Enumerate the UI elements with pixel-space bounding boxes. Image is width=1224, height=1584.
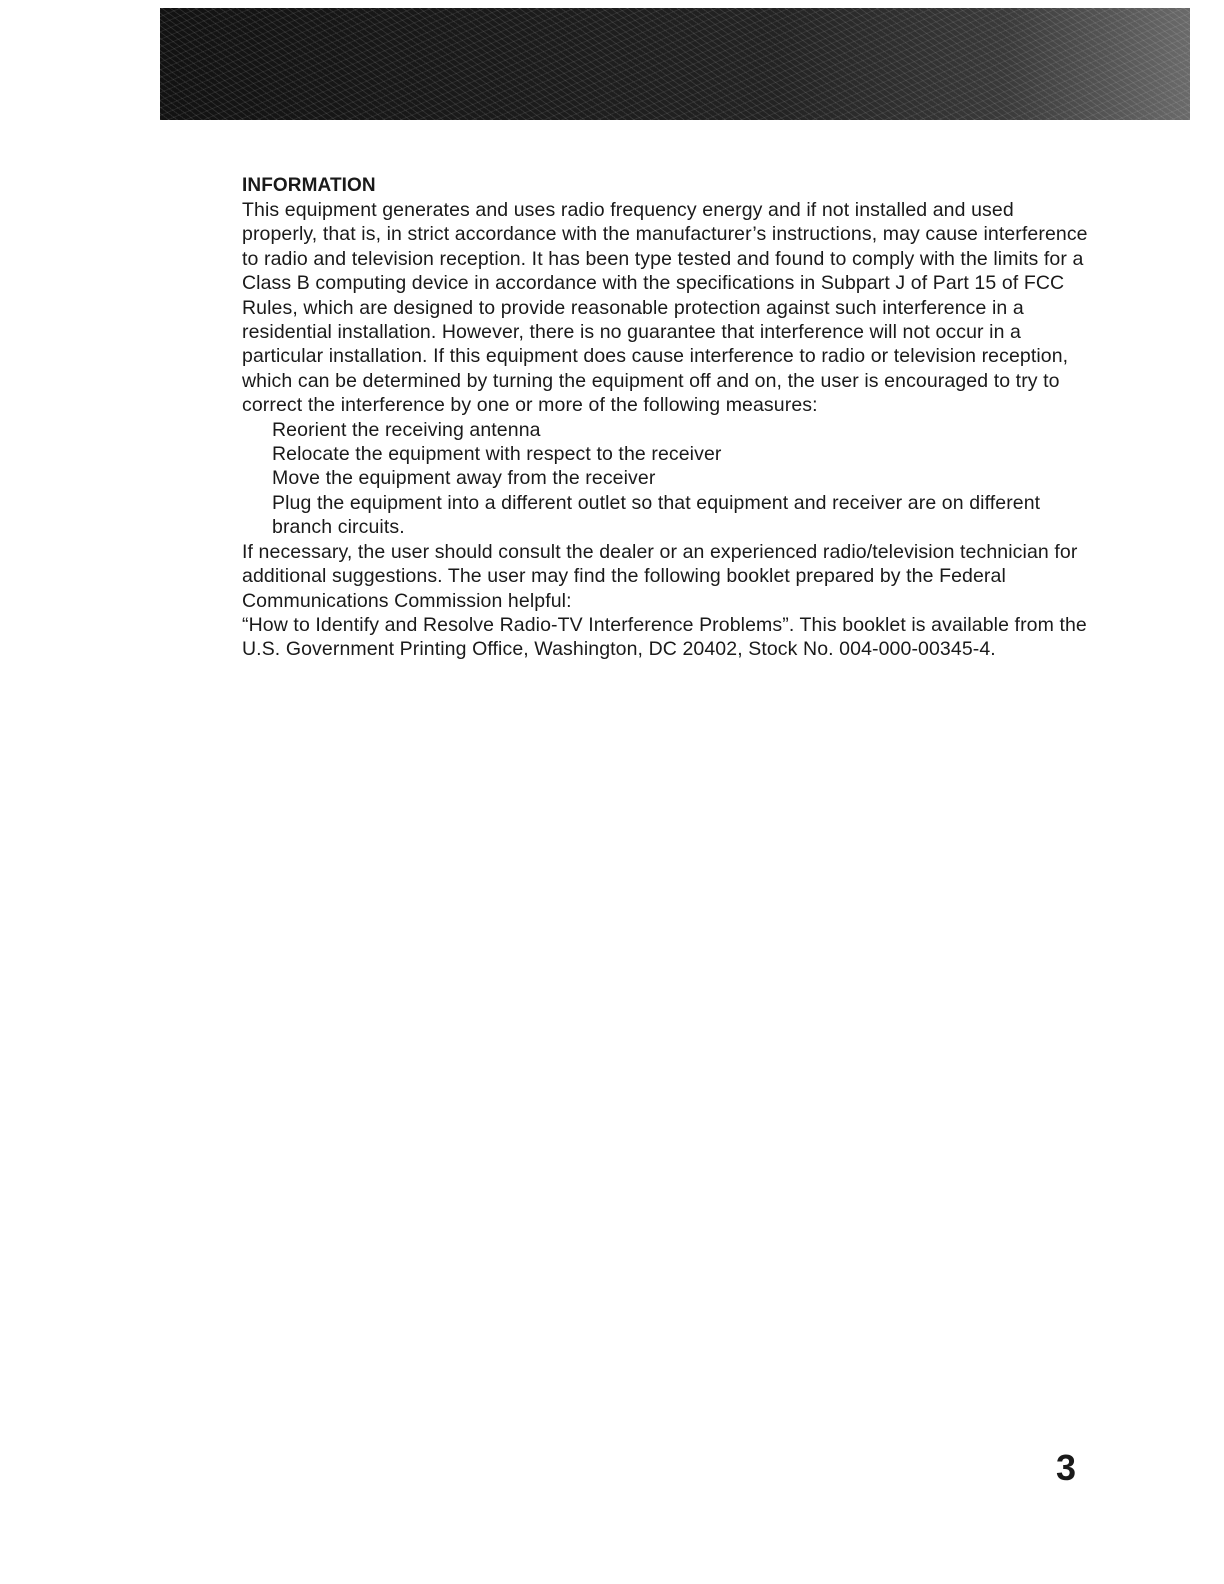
measure-item: Reorient the receiving antenna <box>272 418 541 441</box>
measure-item: Relocate the equipment with respect to the receiver <box>272 443 722 466</box>
information-section <box>242 174 1092 662</box>
page-number: 3 <box>1056 1447 1077 1488</box>
section-heading: INFORMATION <box>242 175 376 196</box>
fcc-notice-paragraph: This equipment generates and uses radio frequency energy and if not installed and used properly, that is, in strict accordance with the manufacturer’s instructions, may cause interference to radio and television reception. It has been type tested and found to comply with the limits for a Class B computing device in accordance with the specifications in Subpart J of Part 15 of FCC Rules, which are designed to provide reasonable protection against such interference in a residential installation. However, there is no guarantee that interference will not occur in a particular installation. If this equipment does cause interference to radio or television reception, which can be determined by turning the equipment off and on, the user is encouraged to try to correct the interference by one or more of the following measures: <box>242 199 1088 417</box>
measure-item: Plug the equipment into a different outlet so that equipment and receiver are on different branch circuits. <box>272 491 1041 539</box>
measures-list <box>242 418 1092 540</box>
header-band <box>160 8 1190 120</box>
booklet-paragraph: “How to Identify and Resolve Radio-TV Interference Problems”. This booklet is available from the U.S. Government Printing Office, Washington, DC 20402, Stock No. 004-000-00345-4. <box>242 613 1087 661</box>
consult-paragraph: If necessary, the user should consult the dealer or an experienced radio/television technician for additional suggestions. The user may find the following booklet prepared by the Federal Communications Commission helpful: <box>242 540 1078 612</box>
measure-item: Move the equipment away from the receiver <box>272 467 656 490</box>
